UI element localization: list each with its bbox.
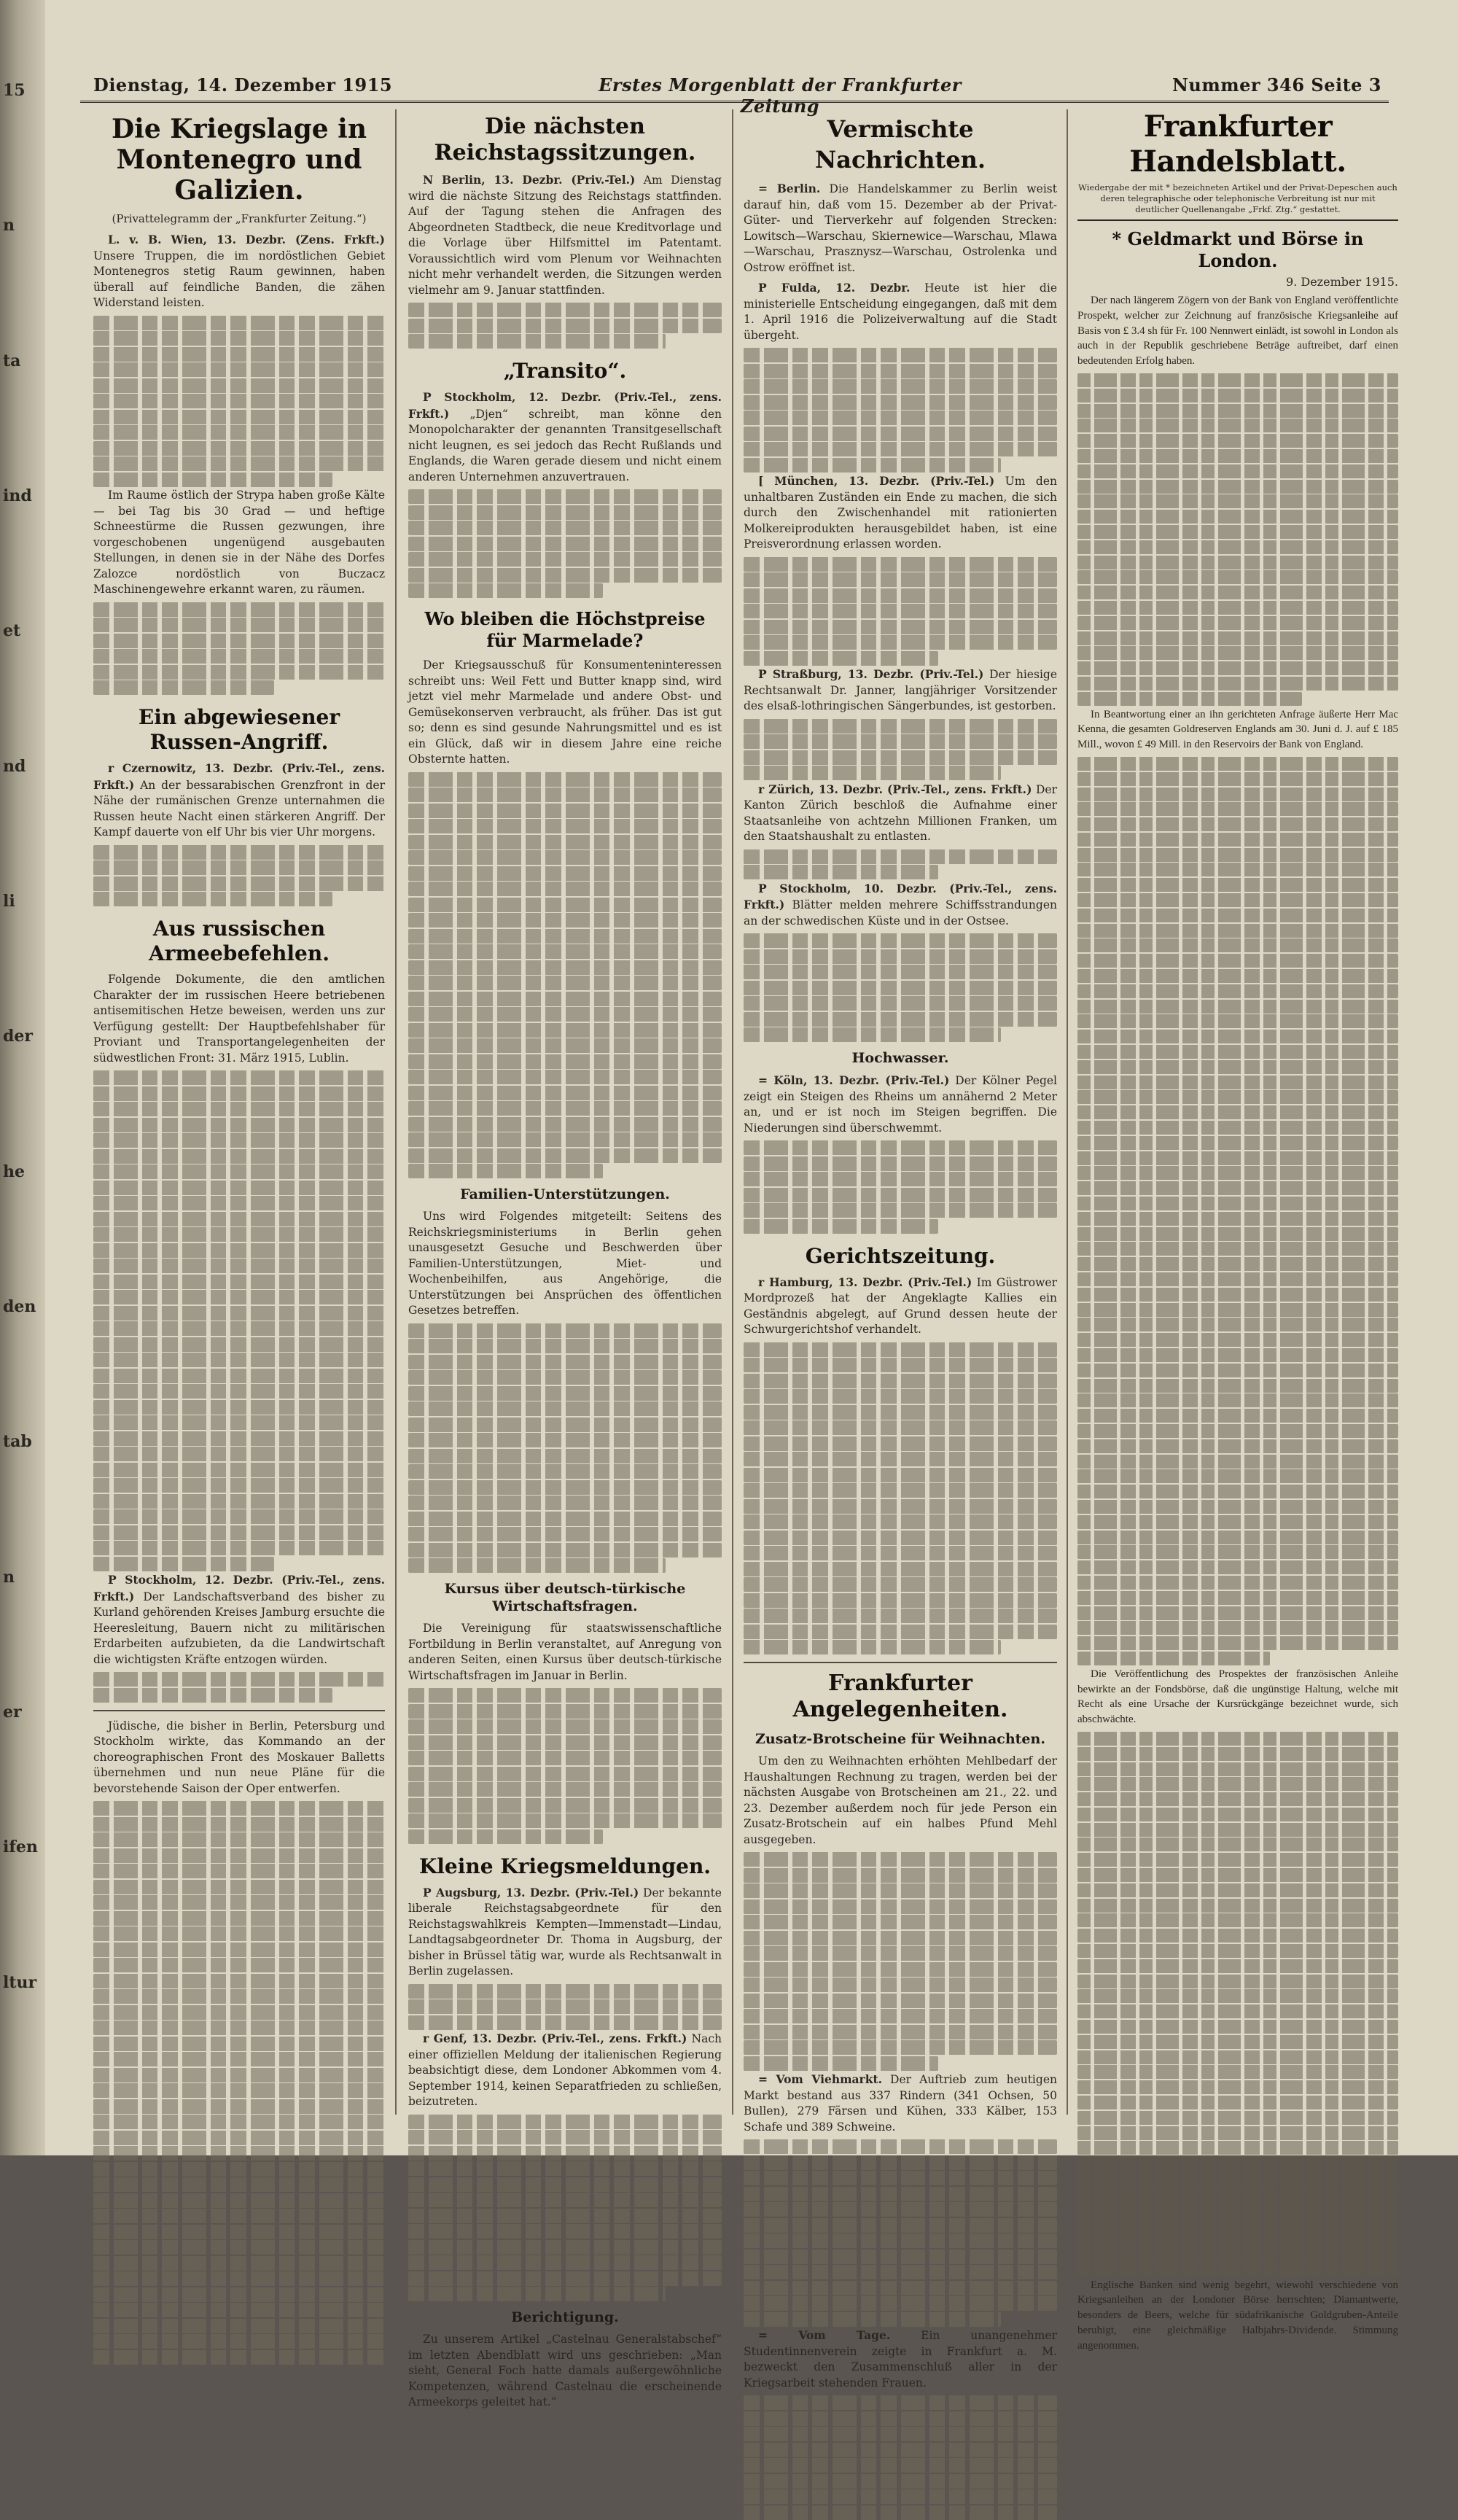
article-paragraph: Die Veröffentlichung des Prospektes der französischen Anleihe bewirkte an der Fondsbörse, daß die ungünstige Haltung, welche mit Recht als eine Ursache der Kursrückgänge bezeichnet wurde, sich abschwächte.	[1077, 1668, 1398, 1726]
article-paragraph: N Berlin, 13. Dezbr. (Priv.-Tel.) Am Dienstag wird die nächste Sitzung des Reichstags stattfinden. Auf der Tagung stehen die Anfragen des Abgeordneten Stadtbeck, die neue Kreditvorlage und die Vorlage über Hilfsmittel im Patentamt. Voraussichtlich wird vom Plenum vor Weihnachten nicht mehr verhandelt werden, die Sitzungen werden vielmehr am 9. Januar stattfinden.	[408, 173, 722, 297]
article-paragraph: r Hamburg, 13. Dezbr. (Priv.-Tel.) Im Güstrower Mordprozeß hat der Angeklagte Kallies ein Geständnis abgelegt, auf Grund dessen heute der Schwurgerichtshof verhandelt.	[744, 1275, 1057, 1336]
article-headline: Wo bleiben die Höchstpreise für Marmelade?	[424, 608, 706, 651]
column-rule	[1067, 109, 1068, 2115]
adjacent-page-fragment: den	[3, 1297, 36, 1316]
column-2	[408, 109, 722, 2408]
article-paragraph: Um den zu Weihnachten erhöhten Mehlbedarf der Haushaltungen Rechnung zu tragen, werden bei der nächsten Ausgabe von Brotscheinen am 21., 22. und 23. Dezember außerdem noch für jede Person ein Zusatz-Brotschein auf ein halbes Pfund Mehl ausgegeben.	[744, 1754, 1057, 1846]
article-paragraph: Englische Banken sind wenig begehrt, wiewohl verschiedene von Kriegsanleihen an der Londoner Börse herrschten; Diamantwerte, besonders de Beers, welche für südafrikanische Goldgruben-Anteile beruhigt, eine gleichmäßige Halbjahrs-Dividende. Stimmung angenommen.	[1077, 2279, 1398, 2352]
article-paragraph: P Straßburg, 13. Dezbr. (Priv.-Tel.) Der hiesige Rechtsanwalt Dr. Janner, langjähriger Vorsitzender des elsaß-lothringischen Sängerbundes, ist gestorben.	[744, 667, 1057, 712]
adjacent-page-fragment: ifen	[3, 1838, 38, 1857]
article-source-note: (Privattelegramm der „Frankfurter Zeitung.“)	[112, 212, 367, 225]
article-paragraph: = Vom Tage. Ein unangenehmer Studentinnenverein zeigte in Frankfurt a. M. bezweckt den Zusammenschluß aller in der Kriegsarbeit stehenden Frauen.	[744, 2328, 1058, 2389]
article-headline: Hochwasser.	[851, 1050, 949, 1066]
section-masthead: Frankfurter Handelsblatt.	[1129, 109, 1346, 179]
page-header	[80, 71, 1389, 117]
adjacent-page-fragment: he	[3, 1162, 25, 1181]
adjacent-page-fragment: nd	[3, 756, 26, 776]
article-paragraph: = Köln, 13. Dezbr. (Priv.-Tel.) Der Kölner Pegel zeigt ein Steigen des Rheins um annähernd 2 Meter an, und er ist noch im Steigen begriffen. Die Niederungen sind überschwemmt.	[744, 1073, 1057, 1135]
article-headline: Kursus über deutsch-türkische Wirtschaftsfragen.	[444, 1581, 686, 1614]
adjacent-page-fragment: 15	[3, 81, 26, 100]
article-headline: „Transito“.	[503, 359, 627, 383]
article-paragraph: Folgende Dokumente, die den amtlichen Charakter der im russischen Heere betriebenen antisemitischen Hetze beweisen, werden uns zur Verfügung gestellt: Der Hauptbefehlshaber für Proviant und Transportangelegenheiten der südwestlichen Front: 31. März 1915, Lublin.	[93, 973, 385, 1065]
article-paragraph: Jüdische, die bisher in Berlin, Petersburg und Stockholm wirkte, das Kommando an der choreographischen Front des Moskauer Balletts übernehmen und nun neue Pläne für die bevorstehende Saison der Oper entwerfen.	[93, 1719, 385, 1795]
adjacent-page-fragment: n	[3, 1567, 15, 1587]
article-headline: Gerichtszeitung.	[805, 1243, 996, 1268]
header-date: Dienstag, 14. Dezember 1915	[93, 74, 393, 96]
article-headline: Ein abgewiesener Russen-Angriff.	[138, 705, 340, 754]
article-paragraph: Uns wird Folgendes mitgeteilt: Seitens des Reichskriegsministeriums in Berlin gehen unausgesetzt Gesuche und Beschwerden über Familien-Unterstützungen, Miet- und Wochenbeihilfen, aus Angehörige, die Unterstützungen bei Ansprüchen des öffentlichen Gesetzes betreffen.	[408, 1210, 722, 1317]
adjacent-page-fragment: n	[3, 216, 15, 236]
article-headline: Kleine Kriegsmeldungen.	[418, 1854, 712, 1878]
article-headline: Vermischte Nachrichten.	[814, 115, 986, 174]
adjacent-page-fragment: er	[3, 1703, 22, 1722]
article-paragraph: r Genf, 13. Dezbr. (Priv.-Tel., zens. Frkft.) Nach einer offiziellen Meldung der italienischen Regierung beabsichtigt diese, dem Londoner Abkommen vom 4. September 1914, keinen Separatfrieden zu schließen, beizutreten.	[408, 2031, 722, 2108]
article-paragraph: Die Vereinigung für staatswissenschaftliche Fortbildung in Berlin veranstaltet, auf Anregung von anderen Seiten, einen Kursus über deutsch-türkische Wirtschaftsfragen im Januar in Berlin.	[408, 1622, 722, 1682]
adjacent-page-fragment: li	[3, 892, 15, 911]
header-title: Erstes Morgenblatt der Frankfurter Zeitung	[599, 74, 962, 117]
adjacent-page-edge	[0, 0, 45, 2155]
masthead-notice: Wiedergabe der mit * bezeichneten Artikel und der Privat-Depeschen auch deren telegraphische oder telephonische Verbreitung ist nur mit deutlicher Quellenangabe „Frkf. Ztg.“ gestattet.	[1077, 182, 1398, 221]
article-headline: * Geldmarkt und Börse in London.	[1112, 228, 1364, 271]
article-headline: Die nächsten Reichstagssitzungen.	[434, 114, 696, 166]
article-paragraph: P Stockholm, 12. Dezbr. (Priv.-Tel., zens. Frkft.) Der Landschaftsverband des bisher zu Kurland gehörenden Kreises Jamburg ersuchte die Heeresleitung, Bauern nicht zu militärischen Erdarbeiten aufzubieten, da die Landwirtschaft die wichtigsten Kräfte entzogen würden.	[93, 1573, 385, 1666]
article-headline: Die Kriegslage in Montenegro und Galizien.	[111, 114, 367, 206]
article-paragraph: = Vom Viehmarkt. Der Auftrieb zum heutigen Markt bestand aus 337 Rindern (341 Ochsen, 50 Bullen), 279 Färsen und Kühen, 333 Kälber, 153 Schafe und 389 Schweine.	[744, 2072, 1057, 2134]
article-dateline: 9. Dezember 1915.	[1286, 275, 1398, 289]
column-rule	[732, 109, 733, 2115]
adjacent-page-fragment: der	[3, 1027, 33, 1046]
article-paragraph: [ München, 13. Dezbr. (Priv.-Tel.) Um den unhaltbaren Zuständen ein Ende zu machen, die sich durch den Zwischenhandel mit rationierten Molkereiprodukten herausgebildet haben, ist eine Preisverordnung erlassen worden.	[744, 474, 1058, 551]
article-paragraph: P Augsburg, 13. Dezbr. (Priv.-Tel.) Der bekannte liberale Reichstagsabgeordnete für den Reichstagswahlkreis Kempten—Immenstadt—Lindau, Landtagsabgeordneter Dr. Thoma in Augsburg, der bisher in Brüssel tätig war, wurde als Rechtsanwalt in Berlin zugelassen.	[408, 1885, 722, 1978]
article-headline: Familien-Unterstützungen.	[460, 1186, 670, 1202]
column-3	[744, 109, 1058, 2389]
article-paragraph: In Beantwortung einer an ihn gerichteten Anfrage äußerte Herr Mac Kenna, die gesamten Goldreserven Englands am 30. Juni d. J. auf £ 185 Mill., wovon £ 49 Mill. in den Reservoirs der Bank von England.	[1077, 708, 1398, 751]
article-paragraph: P Stockholm, 12. Dezbr. (Priv.-Tel., zens. Frkft.) „Djen“ schreibt, man könne den Monopolcharakter der genannten Transitgesellschaft nicht leugnen, es sei jedoch das Recht Rußlands und Englands, die Waren gerade diesem und nicht einem anderen Unternehmen anzuvertrauen.	[408, 390, 722, 483]
article-headline: Frankfurter Angelegenheiten.	[792, 1671, 1008, 1722]
adjacent-page-fragment: ind	[3, 486, 32, 505]
article-paragraph: L. v. B. Wien, 13. Dezbr. (Zens. Frkft.) Unsere Truppen, die im nordöstlichen Gebiet Montenegros stetig Raum gewinnen, haben überall auf feindliche Banden, die zähen Widerstand leisten.	[93, 233, 385, 309]
column-4	[1077, 109, 1398, 2352]
article-headline: Berichtigung.	[511, 2309, 619, 2325]
article-paragraph: Zu unserem Artikel „Castelnau Generalstabschef“ im letzten Abendblatt wird uns geschrieben: „Man sieht, General Foch hatte damals außergewöhnliche Kompetenzen, während Castelnau die erscheinende Armeekorps geleitet hat.“	[408, 2333, 722, 2408]
adjacent-page-fragment: ltur	[3, 1972, 37, 1992]
column-1	[93, 109, 385, 2122]
article-paragraph: = Berlin. Die Handelskammer zu Berlin weist darauf hin, daß vom 15. Dezember ab der Privat-Güter- und Tierverkehr auf folgenden Strecken: Lowitsch—Warschau, Skiernewice—Warschau, Mlawa—Warschau, Prasznysz—Warschau, Ostrolenka und Ostrow eröffnet ist.	[744, 182, 1057, 274]
header-page-number: Nummer 346 Seite 3	[1172, 74, 1381, 96]
article-paragraph: r Czernowitz, 13. Dezbr. (Priv.-Tel., zens. Frkft.) An der bessarabischen Grenzfront in der Nähe der rumänischen Grenze unternahmen die Russen heute Nacht einen stärkeren Angriff. Der Kampf dauerte von elf Uhr bis vier Uhr morgens.	[93, 761, 385, 839]
article-paragraph: r Zürich, 13. Dezbr. (Priv.-Tel., zens. Frkft.) Der Kanton Zürich beschloß die Aufnahme einer Staatsanleihe von achtzehn Millionen Franken, um den Staatshaushalt zu entlasten.	[744, 782, 1057, 843]
article-paragraph: Im Raume östlich der Strypa haben große Kälte — bei Tag bis 30 Grad — und heftige Schneestürme die Russen gezwungen, ihre vorgeschobenen ungenügend ausgebauten Stellungen, in denen sie in der Nähe des Dorfes Zalozce nordöstlich von Buczacz Maschinengewehre erkannt waren, zu räumen.	[93, 489, 385, 596]
adjacent-page-fragment: ta	[3, 351, 21, 370]
article-headline: Aus russischen Armeebefehlen.	[149, 917, 330, 965]
article-paragraph: Der nach längerem Zögern von der Bank von England veröffentlichte Prospekt, welcher zur Zeichnung auf französische Kriegsanleihe auf Basis von £ 3.4 sh für Fr. 100 Nennwert einlädt, ist sowohl in London als auch in der Republik geschriebene Beträge auftreibet, darf einen bedeutenden Erfolg haben.	[1077, 295, 1398, 368]
article-paragraph: P Stockholm, 10. Dezbr. (Priv.-Tel., zens. Frkft.) Blätter melden mehrere Schiffsstrandungen an der schwedischen Küste und in der Ostsee.	[744, 881, 1057, 928]
article-paragraph: P Fulda, 12. Dezbr. Heute ist hier die ministerielle Entscheidung eingegangen, daß mit dem 1. April 1916 die Polizeiverwaltung auf die Stadt übergeht.	[744, 281, 1057, 342]
article-paragraph: Der Kriegsausschuß für Konsumenteninteressen schreibt uns: Weil Fett und Butter knapp sind, wird jetzt viel mehr Marmelade und andere Obst- und Gemüsekonserven verbraucht, als früher. Das ist gut so; denn es sind gesunde Nahrungsmittel und es ist ein Glück, daß wir in diesem Jahre eine reiche Obsternte hatten.	[408, 658, 722, 766]
adjacent-page-fragment: tab	[3, 1432, 32, 1452]
column-rule	[395, 109, 397, 2115]
article-subheadline: Zusatz-Brotscheine für Weihnachten.	[755, 1731, 1045, 1747]
adjacent-page-fragment: et	[3, 621, 21, 641]
